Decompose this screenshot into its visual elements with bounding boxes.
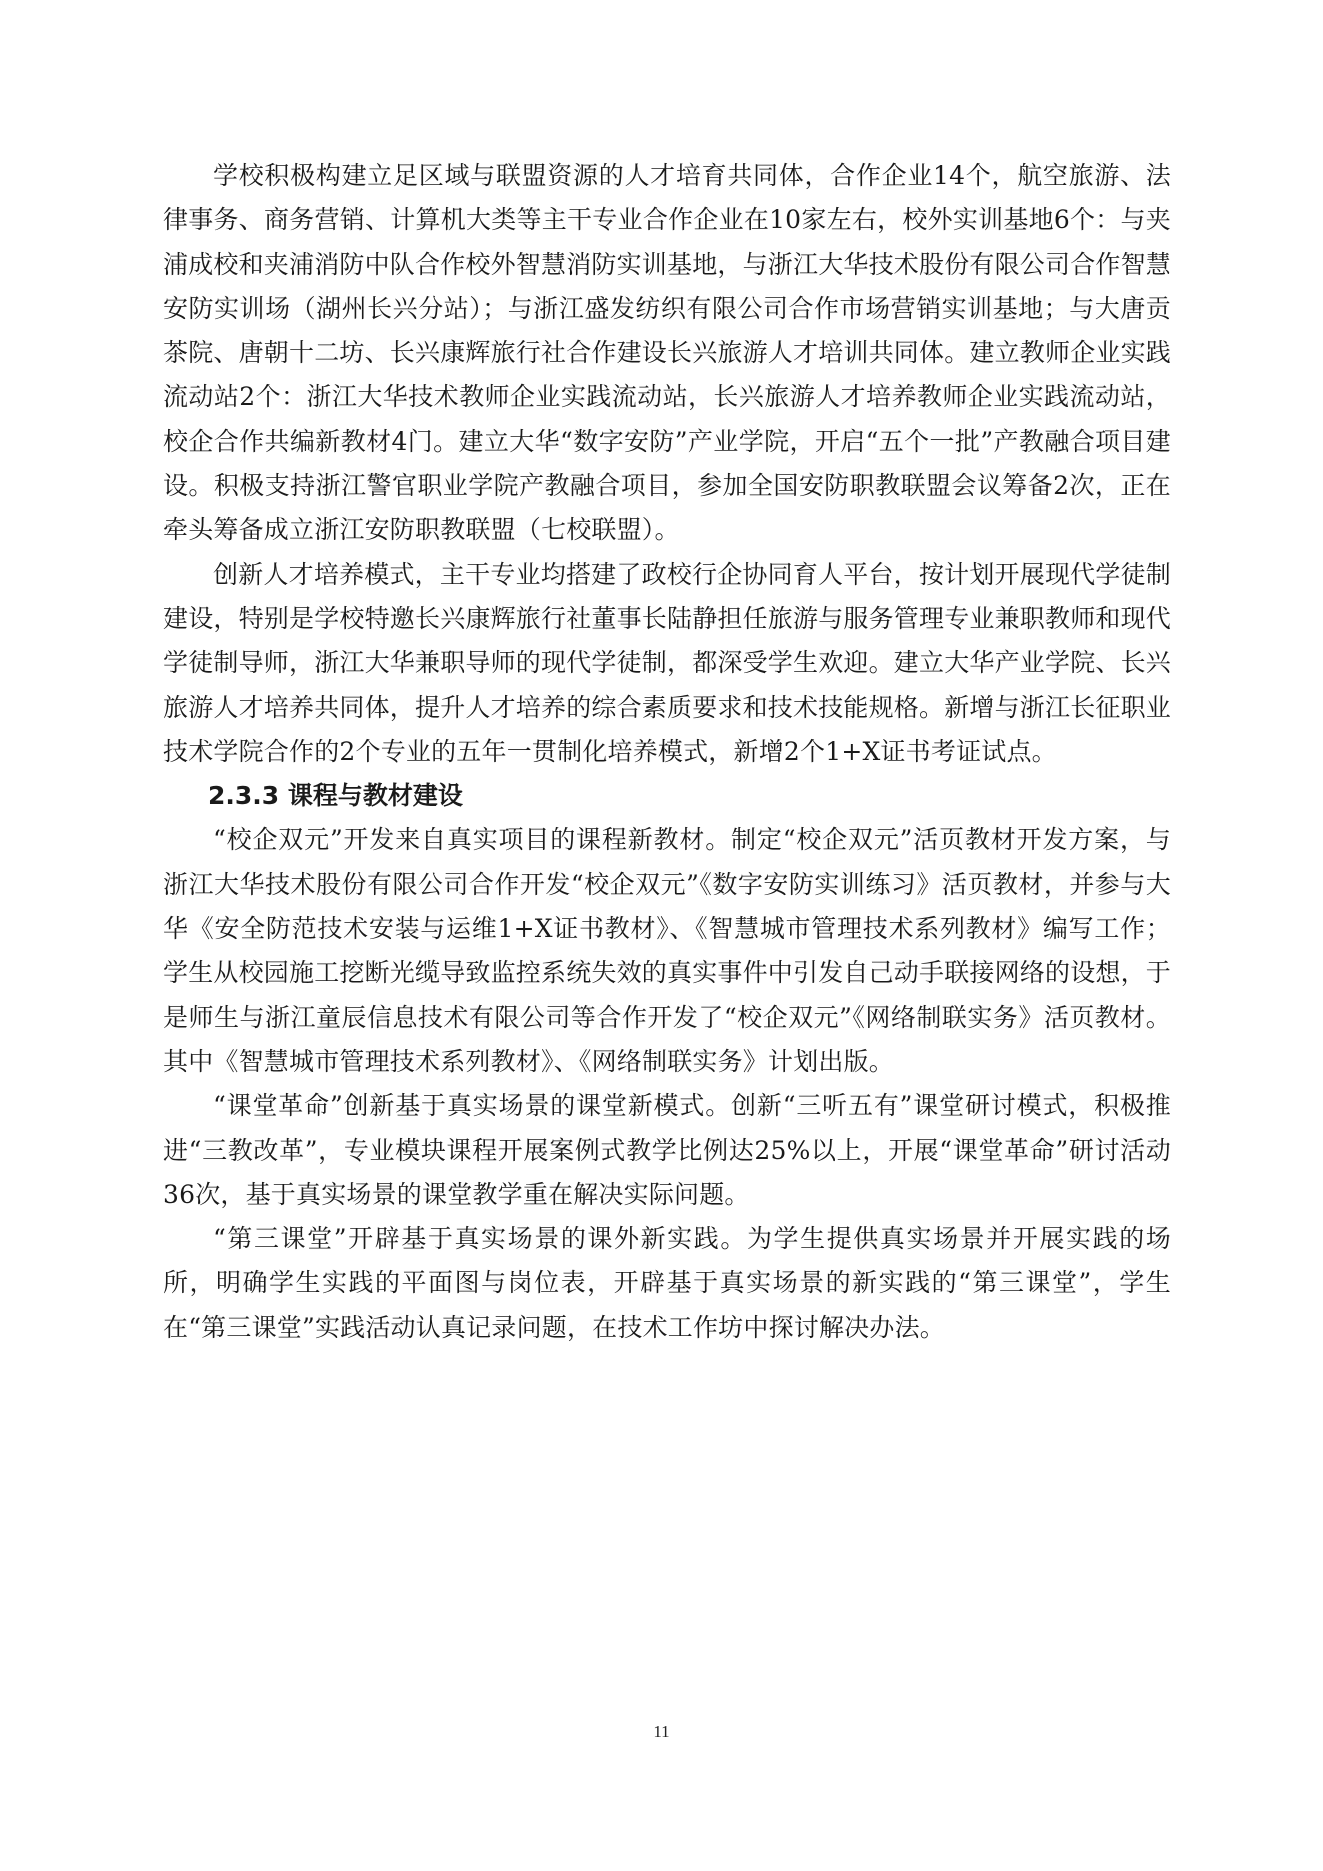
page-number: 11 — [653, 1722, 670, 1741]
paragraph-classroom-revolution: “课堂革命”创新基于真实场景的课堂新模式。创新“三听五有”课堂研讨模式，积极推进“三教改革”，专业模块课程开展案例式教学比例达25%以上，开展“课堂革命”研讨活动36次，基于真实场景的课堂教学重在解决实际问题。 — [163, 1091, 1171, 1209]
paragraph-textbooks: “校企双元”开发来自真实项目的课程新教材。制定“校企双元”活页教材开发方案，与浙江大华技术股份有限公司合作开发“校企双元”《数字安防实训练习》活页教材，并参与大华《安全防范技术安装与运维1+X证书教材》、《智慧城市管理技术系列教材》编写工作；学生从校园施工挖断光缆导致监控系统失效的真实事件中引发自己动手联接网络的设想，于是师生与浙江童辰信息技术有限公司等合作开发了“校企双元”《网络制联实务》活页教材。其中《智慧城市管理技术系列教材》、《网络制联实务》计划出版。 — [163, 825, 1172, 1076]
document-body — [163, 154, 1171, 1350]
paragraph-third-classroom: “第三课堂”开辟基于真实场景的课外新实践。为学生提供真实场景并开展实践的场所，明确学生实践的平面图与岗位表，开辟基于真实场景的新实践的“第三课堂”，学生在“第三课堂”实践活动认真记录问题，在技术工作坊中探讨解决办法。 — [163, 1224, 1171, 1342]
paragraph-talent-model: 创新人才培养模式，主干专业均搭建了政校行企协同育人平台，按计划开展现代学徒制建设，特别是学校特邀长兴康辉旅行社董事长陆静担任旅游与服务管理专业兼职教师和现代学徒制导师，浙江大华兼职导师的现代学徒制，都深受学生欢迎。建立大华产业学院、长兴旅游人才培养共同体，提升人才培养的综合素质要求和技术技能规格。新增与浙江长征职业技术学院合作的2个专业的五年一贯制化培养模式，新增2个1+X证书考证试点。 — [163, 559, 1172, 766]
paragraph-partnerships: 学校积极构建立足区域与联盟资源的人才培育共同体，合作企业14个，航空旅游、法律事务、商务营销、计算机大类等主干专业合作企业在10家左右，校外实训基地6个：与夹浦成校和夹浦消防中队合作校外智慧消防实训基地，与浙江大华技术股份有限公司合作智慧安防实训场（湖州长兴分站）；与浙江盛发纺织有限公司合作市场营销实训基地；与大唐贡茶院、唐朝十二坊、长兴康辉旅行社合作建设长兴旅游人才培训共同体。建立教师企业实践流动站2个：浙江大华技术教师企业实践流动站，长兴旅游人才培养教师企业实践流动站，校企合作共编新教材4门。建立大华“数字安防”产业学院，开启“五个一批”产教融合项目建设。积极支持浙江警官职业学院产教融合项目，参加全国安防职教联盟会议筹备2次，正在牵头筹备成立浙江安防职教联盟（七校联盟）。 — [163, 161, 1172, 545]
section-heading: 2.3.3 课程与教材建设 — [208, 781, 463, 811]
